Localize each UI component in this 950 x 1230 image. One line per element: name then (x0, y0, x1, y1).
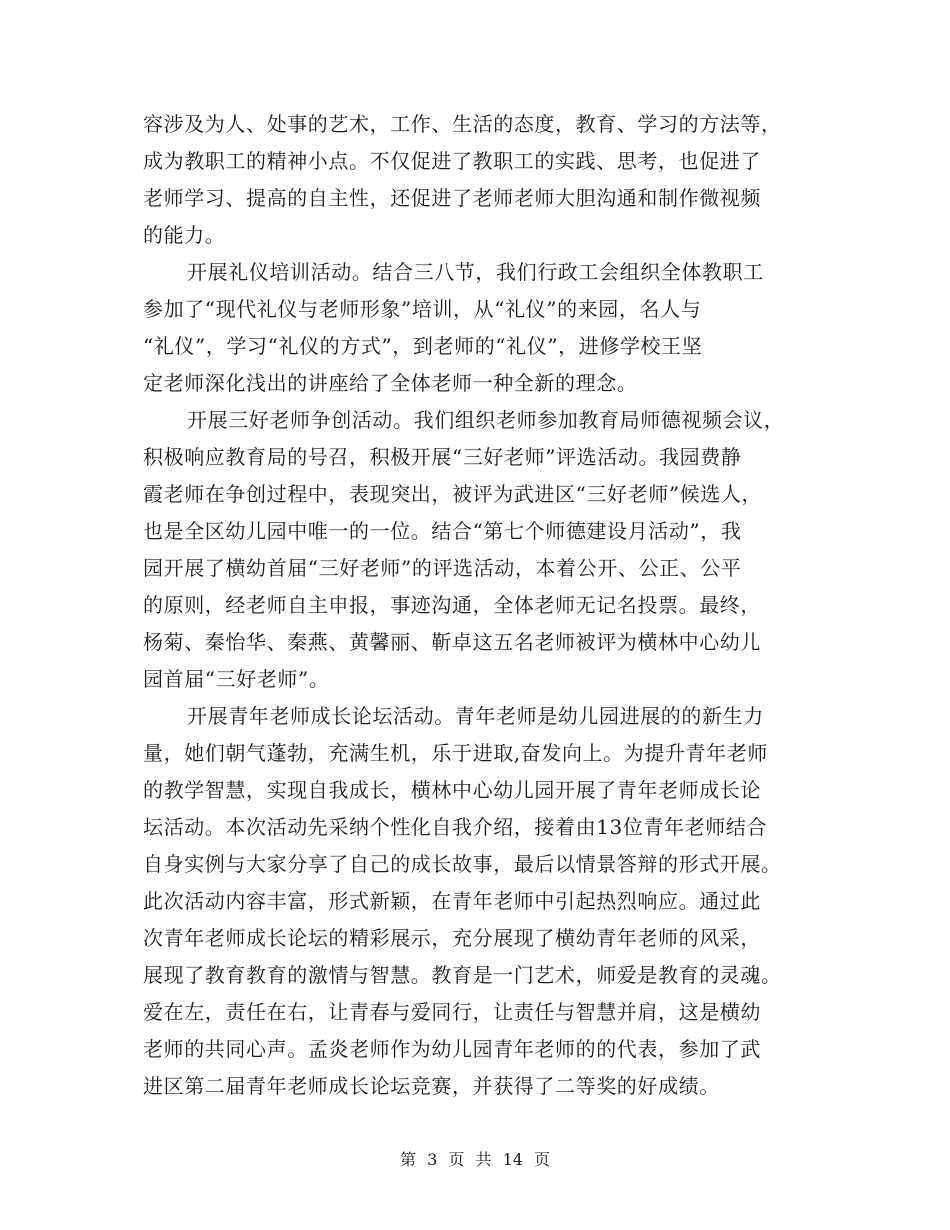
page-footer (0, 1148, 950, 1172)
paragraph (143, 402, 811, 698)
text-line: 霞老师在争创过程中，表现突出，被评为武进区“三好老师”候选人， (143, 482, 763, 506)
text-line: 成为教职工的精神小点。不仅促进了教职工的实践、思考，也促进了 (143, 149, 761, 173)
text-line: 量，她们朝气蓬勃，充满生机，乐于进取,奋发向上。为提升青年老师 (143, 741, 768, 765)
text-line: 老师的共同心声。孟炎老师作为幼儿园青年老师的的代表，参加了武 (143, 1037, 761, 1061)
text-line: 的原则，经老师自主申报，事迹沟通，全体老师无记名投票。最终， (143, 593, 761, 617)
text-line: 此次活动内容丰富，形式新颖，在青年老师中引起热烈响应。通过此 (143, 889, 761, 913)
text-line: “礼仪”，学习“礼仪的方式”，到老师的“礼仪”，进修学校王坚 (143, 334, 703, 358)
footer-total-pages: 14 (502, 1150, 523, 1169)
text-line: 园开展了横幼首届“三好老师”的评选活动，本着公开、公正、公平 (143, 556, 742, 580)
document-body (143, 106, 811, 1105)
text-line: 杨菊、秦怡华、秦燕、黄馨丽、靳卓这五名老师被评为横林中心幼儿 (143, 630, 761, 654)
text-line: 参加了“现代礼仪与老师形象”培训，从“礼仪”的来园，名人与 (143, 297, 702, 321)
text-line: 坛活动。本次活动先采纳个性化自我介绍，接着由13位青年老师结合 (143, 815, 768, 839)
text-line: 也是全区幼儿园中唯一的一位。结合“第七个师德建设月活动”，我 (143, 519, 742, 543)
footer-total-label: 共 (475, 1150, 492, 1169)
text-line: 开展三好老师争创活动。我们组织老师参加教育局师德视频会议， (187, 408, 785, 432)
footer-suffix: 页 (534, 1150, 551, 1169)
text-line: 的教学智慧，实现自我成长，横林中心幼儿园开展了青年老师成长论 (143, 778, 761, 802)
text-line: 积极响应教育局的号召，积极开展“三好老师”评选活动。我园费静 (143, 445, 742, 469)
text-line: 的能力。 (143, 223, 226, 247)
paragraph (143, 254, 811, 402)
text-line: 自身实例与大家分享了自己的成长故事，最后以情景答辩的形式开展。 (143, 852, 782, 876)
text-line: 园首届“三好老师”。 (143, 667, 330, 691)
text-line: 开展礼仪培训活动。结合三八节，我们行政工会组织全体教职工 (187, 260, 764, 284)
text-line: 容涉及为人、处事的艺术，工作、生活的态度，教育、学习的方法等， (143, 112, 782, 136)
paragraph (143, 698, 811, 1105)
text-line: 次青年老师成长论坛的精彩展示，充分展现了横幼青年老师的风采， (143, 926, 761, 950)
text-line: 爱在左，责任在右，让青春与爱同行，让责任与智慧并肩，这是横幼 (143, 1000, 761, 1024)
text-line: 定老师深化浅出的讲座给了全体老师一种全新的理念。 (143, 371, 638, 395)
paragraph (143, 106, 811, 254)
text-line: 开展青年老师成长论坛活动。青年老师是幼儿园进展的的新生力 (187, 704, 764, 728)
text-line: 进区第二届青年老师成长论坛竞赛，并获得了二等奖的好成绩。 (143, 1074, 720, 1098)
footer-page-label: 页 (448, 1150, 465, 1169)
text-line: 展现了教育教育的激情与智慧。教育是一门艺术，师爱是教育的灵魂。 (143, 963, 782, 987)
footer-prefix: 第 (399, 1150, 416, 1169)
footer-current-page: 3 (427, 1150, 438, 1169)
text-line: 老师学习、提高的自主性，还促进了老师老师大胆沟通和制作微视频 (143, 186, 761, 210)
